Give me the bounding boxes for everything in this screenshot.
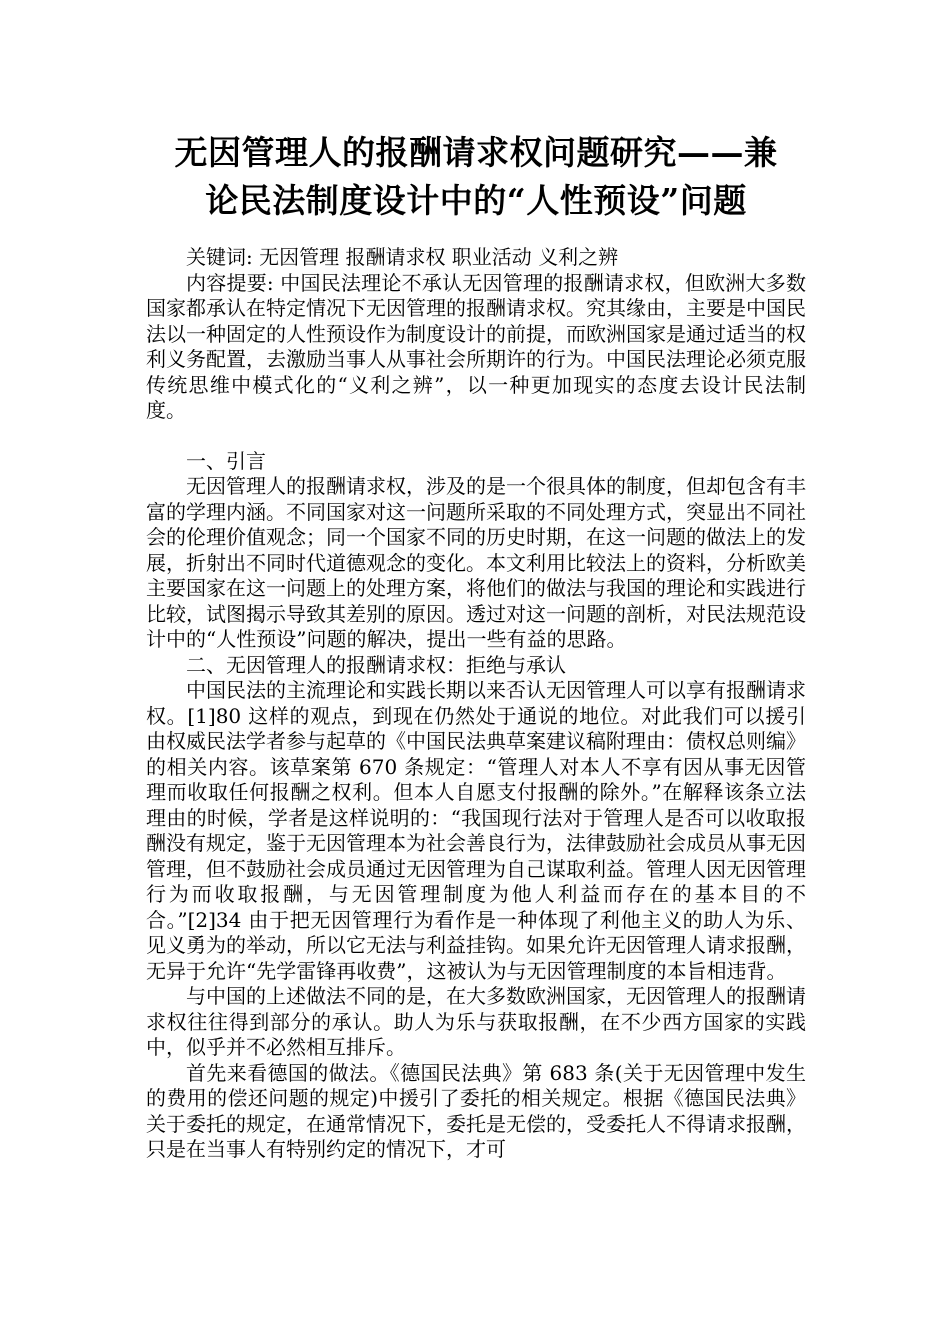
section-1-paragraph: 无因管理人的报酬请求权，涉及的是一个很具体的制度，但却包含有丰富的学理内涵。不同国家对这一问题所采取的不同处理方式，突显出不同社会的伦理价值观念；同一个国家不同的历史时期，在这一问题的做法上的发展，折射出不同时代道德观念的变化。本文利用比较法上的资料，分析欧美主要国家在这一问题上的处理方案，将他们的做法与我国的理论和实践进行比较，试图揭示导致其差别的原因。透过对这一问题的剖析，对民法规范设计中的“人性预设”问题的解决，提出一些有益的思路。 (146, 474, 806, 651)
section-1-heading: 一、引言 (186, 448, 266, 473)
document-page (146, 0, 806, 1163)
abstract: 内容提要: 中国民法理论不承认无因管理的报酬请求权，但欧洲大多数国家都承认在特定情况下无因管理的报酬请求权。究其缘由，主要是中国民法以一种固定的人性预设作为制度设计的前提，而欧洲国家是通过适当的权利义务配置，去激励当事人从事社会所期许的行为。中国民法理论必须克服传统思维中模式化的“义利之辨”，以一种更加现实的态度去设计民法制度。 (146, 270, 806, 422)
section-gap (146, 424, 806, 449)
keywords: 关键词: 无因管理 报酬请求权 职业活动 义利之辨 (186, 245, 619, 269)
section-2-paragraph: 与中国的上述做法不同的是，在大多数欧洲国家，无因管理人的报酬请求权往往得到部分的承认。助人为乐与获取报酬，在不少西方国家的实践中，似乎并不必然相互排斥。 (146, 984, 806, 1059)
title-line-2: 论民法制度设计中的“人性预设”问题 (205, 181, 747, 220)
section-2-heading: 二、无因管理人的报酬请求权：拒绝与承认 (186, 652, 566, 677)
title-line-1: 无因管理人的报酬请求权问题研究——兼 (174, 133, 778, 172)
document-title (146, 129, 806, 225)
section-2-paragraph: 中国民法的主流理论和实践长期以来否认无因管理人可以享有报酬请求权。[1]80 这样的观点，到现在仍然处于通说的地位。对此我们可以援引由权威民法学者参与起草的《中国民法典草案建议稿附理由：债权总则编》的相关内容。该草案第 670 条规定：“管理人对本人不享有因从事无因管理而收取任何报酬之权利。但本人自愿支付报酬的除外。”在解释该条立法理由的时候，学者是这样说明的：“我国现行法对于管理人是否可以收取报酬没有规定，鉴于无因管理本为社会善良行为，法律鼓励社会成员从事无因管理，但不鼓励社会成员通过无因管理为自己谋取利益。管理人因无因管理行为而收取报酬，与无因管理制度为他人利益而存在的基本目的不合。”[2]34 由于把无因管理行为看作是一种体现了利他主义的助人为乐、见义勇为的举动，所以它无法与利益挂钩。如果允许无因管理人请求报酬，无异于允许“先学雷锋再收费”，这被认为与无因管理制度的本旨相违背。 (146, 678, 806, 983)
section-2-paragraph: 首先来看德国的做法。《德国民法典》第 683 条(关于无因管理中发生的费用的偿还问题的规定)中援引了委托的相关规定。根据《德国民法典》关于委托的规定，在通常情况下，委托是无偿的，受委托人不得请求报酬，只是在当事人有特别约定的情况下，才可 (146, 1060, 806, 1161)
